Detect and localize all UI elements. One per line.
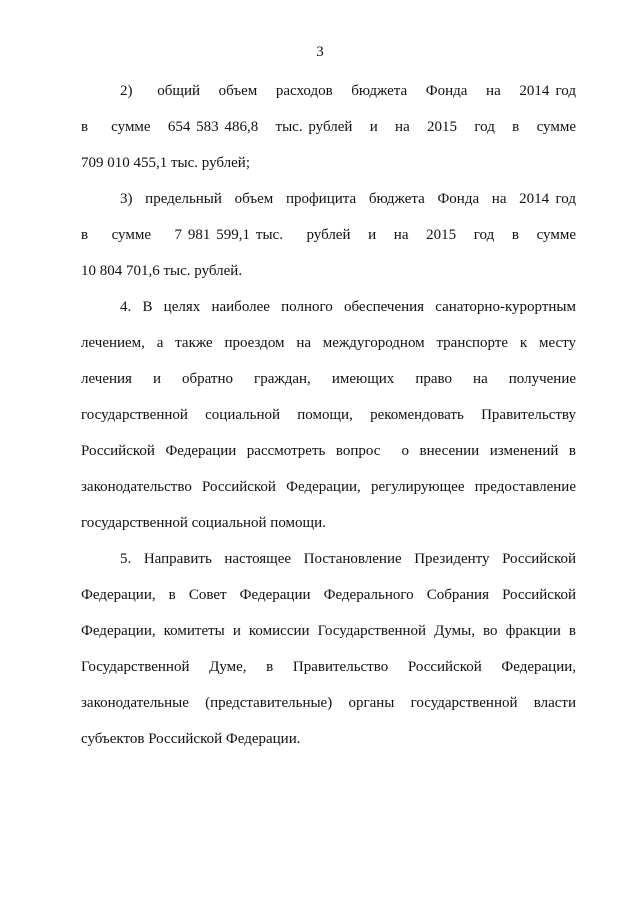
paragraph-4-line-5: Российской Федерации рассмотреть вопрос о внесении изменений в bbox=[81, 443, 576, 459]
paragraph-2-line-1: 2) общий объем расходов бюджета Фонда на 2014 год bbox=[120, 83, 576, 99]
paragraph-2-line-3: 709 010 455,1 тыс. рублей; bbox=[81, 155, 250, 171]
paragraph-5-line-6: субъектов Российской Федерации. bbox=[81, 731, 301, 747]
paragraph-4-line-6: законодательство Российской Федерации, регулирующее предоставление bbox=[81, 479, 576, 495]
paragraph-3-line-1: 3) предельный объем профицита бюджета Фонда на 2014 год bbox=[120, 191, 576, 207]
paragraph-5-line-2: Федерации, в Совет Федерации Федерального Собрания Российской bbox=[81, 587, 576, 603]
paragraph-4-line-7: государственной социальной помощи. bbox=[81, 515, 326, 531]
paragraph-4-line-2: лечением, а также проездом на междугородном транспорте к месту bbox=[81, 335, 576, 351]
paragraph-4-line-4: государственной социальной помощи, рекомендовать Правительству bbox=[81, 407, 576, 423]
paragraph-3-line-3: 10 804 701,6 тыс. рублей. bbox=[81, 263, 243, 279]
paragraph-4-line-3: лечения и обратно граждан, имеющих право на получение bbox=[81, 371, 576, 387]
page-number: 3 bbox=[316, 44, 324, 60]
paragraph-5-line-3: Федерации, комитеты и комиссии Государственной Думы, во фракции в bbox=[81, 623, 576, 639]
paragraph-4-line-1: 4. В целях наиболее полного обеспечения санаторно-курортным bbox=[120, 299, 576, 315]
paragraph-5-line-1: 5. Направить настоящее Постановление Президенту Российской bbox=[120, 551, 576, 567]
paragraph-3-line-2: в сумме 7 981 599,1 тыс. рублей и на 2015 год в сумме bbox=[81, 227, 576, 243]
paragraph-5-line-5: законодательные (представительные) органы государственной власти bbox=[81, 695, 576, 711]
paragraph-2-line-2: в сумме 654 583 486,8 тыс. рублей и на 2015 год в сумме bbox=[81, 119, 576, 135]
paragraph-5-line-4: Государственной Думе, в Правительство Российской Федерации, bbox=[81, 659, 576, 675]
